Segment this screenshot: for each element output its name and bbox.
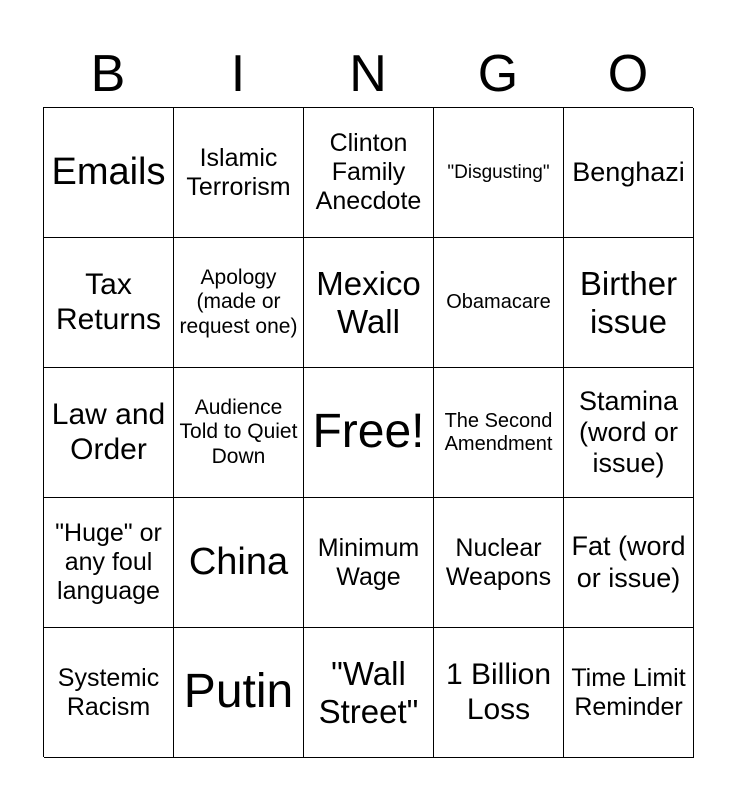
- bingo-cell[interactable]: [44, 498, 174, 628]
- bingo-cell[interactable]: [564, 238, 694, 368]
- bingo-cell[interactable]: [174, 238, 304, 368]
- cell-label: Minimum Wage: [317, 533, 420, 591]
- bingo-board: [43, 107, 693, 757]
- cell-label: 1 Billion Loss: [445, 658, 552, 726]
- bingo-cell[interactable]: [434, 238, 564, 368]
- cell-label: China: [188, 540, 289, 583]
- header-letter-n: N: [349, 45, 387, 103]
- cell-label: Tax Returns: [55, 268, 162, 336]
- bingo-header: [43, 40, 693, 108]
- cell-label: Apology (made or request one): [179, 266, 298, 338]
- bingo-cell[interactable]: [174, 628, 304, 758]
- bingo-cell[interactable]: [564, 368, 694, 498]
- cell-label: Islamic Terrorism: [186, 143, 291, 201]
- cell-label: Benghazi: [572, 156, 685, 187]
- bingo-cell[interactable]: [434, 368, 564, 498]
- bingo-cell[interactable]: [434, 108, 564, 238]
- cell-label: Nuclear Weapons: [445, 533, 552, 591]
- bingo-cell[interactable]: [174, 498, 304, 628]
- cell-label: "Wall Street": [318, 654, 419, 730]
- cell-label: Mexico Wall: [316, 264, 421, 340]
- bingo-cell[interactable]: [304, 108, 434, 238]
- cell-label: "Huge" or any foul language: [55, 519, 162, 605]
- cell-label: Emails: [51, 150, 166, 193]
- bingo-cell[interactable]: [304, 628, 434, 758]
- cell-label: Clinton Family Anecdote: [315, 129, 422, 215]
- cell-label: The Second Amendment: [444, 409, 553, 455]
- cell-label: Fat (word or issue): [571, 531, 686, 593]
- free-space-label: Free!: [312, 405, 425, 459]
- bingo-cell[interactable]: [434, 628, 564, 758]
- bingo-cell[interactable]: [44, 368, 174, 498]
- cell-label: Time Limit Reminder: [571, 663, 686, 721]
- bingo-cell[interactable]: [564, 628, 694, 758]
- bingo-cell[interactable]: [44, 628, 174, 758]
- bingo-cell[interactable]: [564, 108, 694, 238]
- cell-label: Stamina (word or issue): [578, 385, 679, 479]
- bingo-cell[interactable]: [174, 108, 304, 238]
- header-letter-g: G: [477, 45, 519, 103]
- cell-label: Systemic Racism: [57, 663, 160, 721]
- bingo-cell[interactable]: [44, 108, 174, 238]
- cell-label: Birther issue: [579, 264, 678, 340]
- bingo-cell[interactable]: [434, 498, 564, 628]
- bingo-cell[interactable]: [304, 238, 434, 368]
- cell-label: Law and Order: [51, 398, 166, 466]
- header-letter-o: O: [607, 45, 649, 103]
- header-letter-i: I: [230, 45, 246, 103]
- bingo-cell[interactable]: [174, 368, 304, 498]
- bingo-cell[interactable]: [44, 238, 174, 368]
- cell-label: Audience Told to Quiet Down: [179, 396, 298, 468]
- bingo-cell[interactable]: [304, 498, 434, 628]
- cell-label: Putin: [183, 665, 294, 719]
- cell-label: Obamacare: [446, 291, 551, 313]
- bingo-cell[interactable]: [564, 498, 694, 628]
- cell-label: "Disgusting": [447, 161, 550, 183]
- header-letter-b: B: [90, 45, 126, 103]
- free-space-cell[interactable]: [304, 368, 434, 498]
